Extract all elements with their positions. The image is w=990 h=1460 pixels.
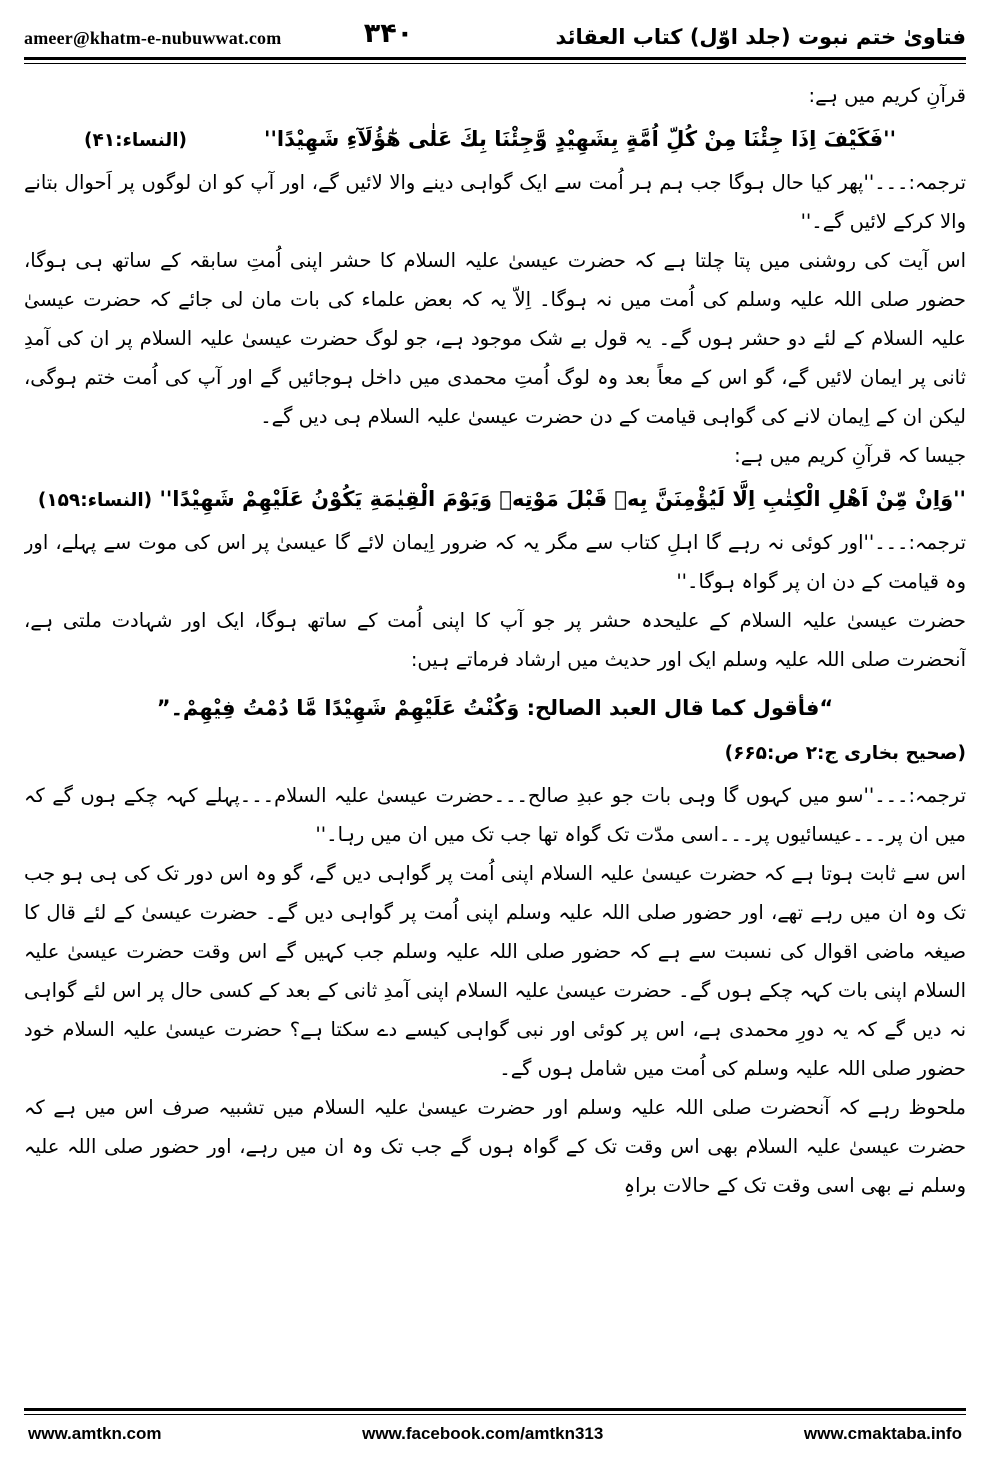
intro-line: قرآنِ کریم میں ہے: — [808, 84, 966, 107]
body-paragraph: اس سے ثابت ہوتا ہے کہ حضرت عیسیٰ علیہ السلام اپنی اُمت پر گواہی دیں گے، گو وہ اس دور تک کی ہی ہو جب تک وہ ان میں رہے تھے، اور حضور صلی اللہ علیہ وسلم اپنی اُمت پر گواہی دیں گے۔ حضرت عیسیٰ کے لئے قال کا صیغہ ماضی اقوال کی نسبت سے ہے کہ حضور صلی اللہ علیہ وسلم جب کہیں گے اس وقت حضرت عیسیٰ علیہ السلام اپنی بات کہہ چکے ہوں گے۔ حضرت عیسیٰ علیہ السلام اپنی آمدِ ثانی کے بعد کے کسی حال پر اس لئے گواہی نہ دیں گے کہ یہ دورِ محمدی ہے، اس پر کوئی اور نبی گواہی کیسے دے سکتا ہے؟ حضرت عیسیٰ علیہ السلام خود حضور صلی اللہ علیہ وسلم کی اُمت میں شامل ہوں گے۔ — [24, 862, 966, 1080]
verse-reference: (النساء:۱۵۹) — [37, 490, 153, 511]
page-footer — [24, 1408, 966, 1460]
translation-paragraph: ترجمہ:۔۔۔''پھر کیا حال ہوگا جب ہم ہر اُمت سے ایک گواہی دینے والا لائیں گے، اور آپ کو ان لوگوں پر اَحوال بتانے والا کرکے لائیں گے۔'' — [24, 171, 966, 233]
quran-verse-text: ''وَاِنْ مِّنْ اَهْلِ الْكِتٰبِ اِلَّا لَيُؤْمِنَنَّ بِهٖ قَبْلَ مَوْتِهٖ وَيَوْمَ الْقِيٰمَةِ يَكُوْنُ عَلَيْهِمْ شَهِيْدًا'' — [159, 487, 966, 511]
book-title: فتاویٰ ختم نبوت (جلد اوّل) کتاب العقائد — [555, 25, 966, 49]
header-email: ameer@khatm-e-nubuwwat.com — [24, 28, 282, 48]
translation-paragraph: ترجمہ:۔۔۔''سو میں کہوں گا وہی بات جو عبدِ صالح۔۔۔حضرت عیسیٰ علیہ السلام۔۔۔پہلے کہہ چکے ہوں گے کہ میں ان پر۔۔۔عیسائیوں پر۔۔۔اسی مدّت تک گواہ تھا جب تک میں ان میں رہا۔'' — [24, 784, 966, 846]
translation-paragraph: ترجمہ:۔۔۔''اور کوئی نہ رہے گا اہلِ کتاب سے مگر یہ کہ ضرور اِیمان لائے گا عیسیٰ پر اس کی موت سے پہلے، اور وہ قیامت کے دن ان پر گواہ ہوگا۔'' — [24, 531, 966, 593]
footer-divider — [24, 1408, 966, 1415]
hadith-text: “فأقول كما قال العبد الصالح: وَكُنْتُ عَلَيْهِمْ شَهِيْدًا مَّا دُمْتُ فِيْهِمْ۔” — [156, 696, 834, 720]
footer-link-cmaktaba: www.cmaktaba.info — [803, 1424, 962, 1443]
page-header — [24, 0, 966, 57]
body-paragraph: اس آیت کی روشنی میں پتا چلتا ہے کہ حضرت عیسیٰ علیہ السلام کا حشر اپنی اُمتِ سابقہ کے ساتھ ہی ہوگا، حضور صلی اللہ علیہ وسلم کی اُمت میں نہ ہوگا۔ اِلاّ یہ کہ بعض علماء کی بات مان لی جائے کہ حضرت عیسیٰ علیہ السلام کے لئے دو حشر ہوں گے۔ یہ قول بے شک موجود ہے، جو لوگ حضرت عیسیٰ علیہ السلام پر ان کی آمدِ ثانی پر ایمان لائیں گے، گو اس کے معاً بعد وہ لوگ اُمتِ محمدی میں داخل ہوجائیں گے اور آپ کی اُمت ختم ہوگی، لیکن ان کے اِیمان لانے کی گواہی قیامت کے دن حضرت عیسیٰ علیہ السلام ہی دیں گے۔ — [24, 249, 966, 428]
header-divider — [24, 57, 966, 64]
verse-reference: (النساء:۴۱) — [84, 130, 187, 151]
footer-links — [24, 1415, 966, 1454]
quran-verse-row — [24, 115, 966, 163]
hadith-reference: (صحیح بخاری ج:۲ ص:۶۶۵) — [724, 743, 966, 764]
body-paragraph: حضرت عیسیٰ علیہ السلام کے علیحدہ حشر پر جو آپ کا اپنی اُمت کے ساتھ ہوگا، ایک اور شہادت ملتی ہے، آنحضرت صلی اللہ علیہ وسلم ایک اور حدیث میں ارشاد فرماتے ہیں: — [24, 609, 966, 671]
quran-verse-row — [24, 475, 966, 523]
page-content — [24, 64, 966, 1408]
page-number: ۳۴۰ — [363, 18, 414, 49]
intro-line: جیسا کہ قرآنِ کریم میں ہے: — [734, 444, 966, 467]
footer-link-facebook: www.facebook.com/amtkn313 — [362, 1424, 604, 1443]
body-paragraph: ملحوظ رہے کہ آنحضرت صلی اللہ علیہ وسلم اور حضرت عیسیٰ علیہ السلام میں تشبیہ صرف اس میں ہے کہ حضرت عیسیٰ علیہ السلام بھی اس وقت تک کے گواہ ہوں گے جب تک وہ ان میں رہے، اور حضور صلی اللہ علیہ وسلم نے بھی اسی وقت تک کے حالات براہِ — [24, 1096, 966, 1197]
quran-verse-text: ''فَكَيْفَ اِذَا جِئْنَا مِنْ كُلِّ اُمَّةٍ بِشَهِيْدٍ وَّجِئْنَا بِكَ عَلٰى هٰٓؤُلَآءِ شَهِيْدًا'' — [264, 127, 896, 151]
footer-link-amtkn: www.amtkn.com — [28, 1424, 162, 1443]
